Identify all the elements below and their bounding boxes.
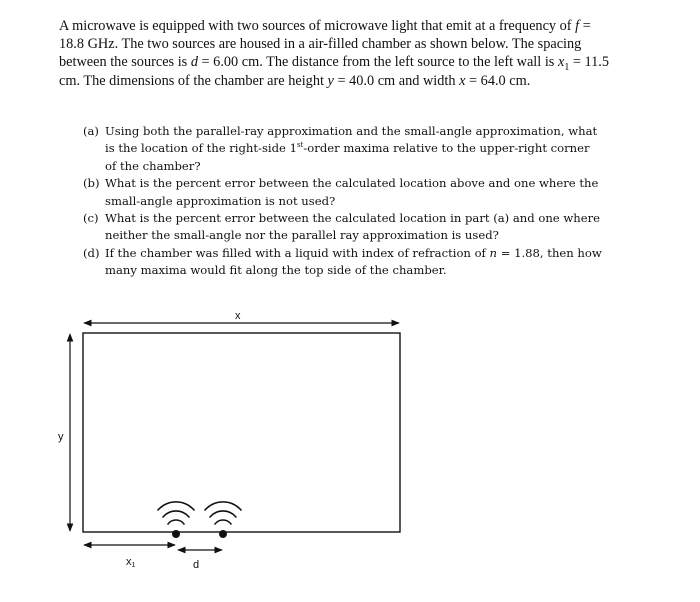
wall-text: wall is [516, 54, 555, 71]
spacing-label: d [193, 559, 200, 571]
spacing-text: spacing between the sources is [59, 36, 582, 71]
width-label: x [235, 310, 241, 322]
height-label: y [58, 431, 64, 443]
spacing-value: = 6.00 cm. The distance from the left source to the left [197, 54, 514, 71]
right-source [219, 530, 227, 538]
question-d-text-end: = 1.88, then how many maxima would fit along the top side of the chamber. [105, 245, 602, 278]
question-b-label: (b) [83, 176, 100, 191]
frequency-value: = 18.8 GHz. The two sources are housed in a air-filled chamber as shown below. The [59, 18, 591, 53]
left-source-waves-icon [158, 502, 194, 524]
question-d-text: If the chamber was filled with a liquid with index of refraction of [105, 245, 486, 260]
x1-symbol: x [557, 54, 565, 71]
height-symbol: y [327, 72, 334, 89]
question-a-label: (a) [83, 124, 99, 138]
left-source [172, 530, 180, 538]
x1-subscript: 1 [564, 62, 570, 74]
width-value: = 64.0 cm. [465, 72, 531, 89]
height-value: = 40.0 cm and width [333, 72, 456, 89]
intro-line-1: A microwave is equipped with two sources of microwave light that emit at a frequency of [59, 18, 572, 34]
question-c-text: What is the percent error between the calculated location in part (a) and one where neither the small-angle nor the parallel ray approximation is used? [105, 211, 600, 243]
width-symbol: x [459, 72, 466, 89]
question-a-text: Using both the parallel-ray approximation and the small-angle approximation, what is the location of the right-side 1 [105, 124, 598, 156]
x1-value: = 11.5 cm. The dimensions of the chamber are height [59, 54, 610, 89]
x1-label: x1 [126, 556, 136, 569]
frequency-symbol: f [575, 18, 580, 34]
question-b-text: What is the percent error between the calculated location above and one where the small-angle approximation is not used? [105, 176, 599, 208]
question-c-label: (c) [83, 211, 99, 226]
refraction-symbol: n [489, 245, 498, 260]
spacing-symbol: d [190, 54, 198, 71]
question-a-text-end: -order maxima relative to the upper-right corner of the chamber? [105, 141, 590, 173]
right-source-waves-icon [205, 502, 241, 524]
question-a-superscript: st [296, 141, 304, 150]
question-d-label: (d) [83, 245, 100, 260]
chamber-rectangle [83, 333, 400, 532]
